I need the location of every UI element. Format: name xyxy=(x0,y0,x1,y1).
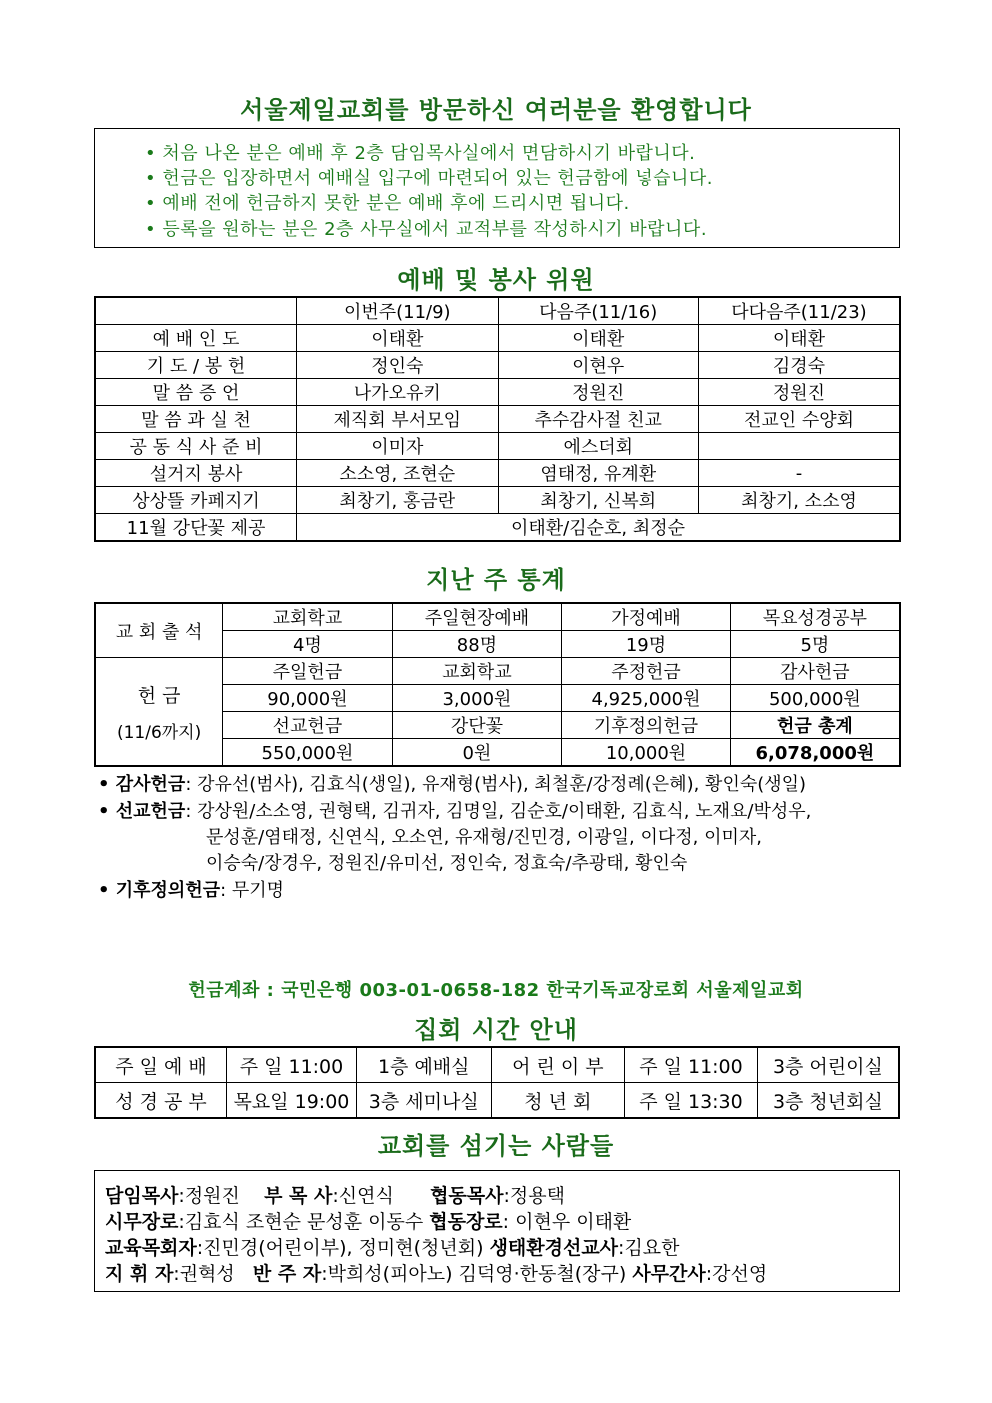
service-cell: 최창기, 소소영 xyxy=(698,487,900,514)
service-cell: 최창기, 신복희 xyxy=(498,487,698,514)
stats-header: 주일헌금 xyxy=(223,658,392,685)
staff-value: :정용택 xyxy=(503,1185,565,1207)
staff-label: 협동장로 xyxy=(429,1211,503,1233)
thanks-value: : 강유선(범사), 김효식(생일), 유재형(범사), 최철훈/강정례(은혜), 황인숙(생일) xyxy=(185,774,807,795)
staff-label: 시무장로 xyxy=(105,1211,179,1233)
service-role: 말 씀 증 언 xyxy=(95,379,297,406)
staff-row xyxy=(105,1181,565,1208)
stats-value: 550,000원 xyxy=(223,739,392,767)
stats-header: 주일현장예배 xyxy=(392,603,562,631)
attendance-label: 교 회 출 석 xyxy=(95,603,223,658)
service-row xyxy=(95,406,900,433)
service-header-cell: 이번주(11/9) xyxy=(297,297,498,325)
stats-value: 10,000원 xyxy=(562,739,731,767)
welcome-line: • 등록을 원하는 분은 2층 사무실에서 교적부를 작성하시기 바랍니다. xyxy=(145,219,708,240)
staff-value: :신연식 xyxy=(332,1185,394,1207)
service-header-cell: 다음주(11/16) xyxy=(498,297,698,325)
service-role: 말 씀 과 실 천 xyxy=(95,406,297,433)
service-cell: 이미자 xyxy=(297,433,498,460)
offering-total-label: 헌금 총계 xyxy=(730,712,900,739)
service-role: 예 배 인 도 xyxy=(95,325,297,352)
stats-header: 주정헌금 xyxy=(562,658,731,685)
meeting-cell: 3층 세미나실 xyxy=(356,1083,491,1119)
stats-header: 선교헌금 xyxy=(223,712,392,739)
offering-total-value: 6,078,000원 xyxy=(730,739,900,767)
staff-label: 교육목회자 xyxy=(105,1237,197,1259)
stats-title: 지난 주 통계 xyxy=(426,566,566,594)
welcome-box xyxy=(94,128,900,248)
service-row xyxy=(95,352,900,379)
staff-box xyxy=(94,1170,900,1292)
mission-line: : 강상원/소소영, 권형택, 김귀자, 김명일, 김순호/이태환, 김효식, 노재요/박성우, xyxy=(185,801,812,822)
staff-value: :권혁성 xyxy=(173,1263,235,1285)
service-cell: 이현우 xyxy=(498,352,698,379)
service-title: 예배 및 봉사 위원 xyxy=(397,266,595,294)
staff-value: :김요한 xyxy=(618,1237,680,1259)
stats-header: 강단꽃 xyxy=(392,712,562,739)
service-cell: 최창기, 홍금란 xyxy=(297,487,498,514)
staff-label: 생태환경선교사 xyxy=(489,1237,619,1259)
service-table xyxy=(94,296,901,542)
staff-label: 반 주 자 xyxy=(252,1263,322,1285)
staff-label: 담임목사 xyxy=(105,1185,179,1207)
meeting-cell: 성 경 공 부 xyxy=(95,1083,227,1119)
service-role: 설거지 봉사 xyxy=(95,460,297,487)
staff-row xyxy=(105,1259,767,1286)
meeting-cell: 주 일 예 배 xyxy=(95,1047,227,1083)
stats-value: 500,000원 xyxy=(730,685,900,712)
offering-period: (11/6까지) xyxy=(116,722,202,743)
service-row xyxy=(95,487,900,514)
staff-value: : 이현우 이태환 xyxy=(502,1211,632,1233)
stats-header: 교회학교 xyxy=(223,603,392,631)
service-role: 공 동 식 사 준 비 xyxy=(95,433,297,460)
service-cell: 정인숙 xyxy=(297,352,498,379)
meeting-cell: 어 린 이 부 xyxy=(491,1047,625,1083)
staff-value: :정원진 xyxy=(178,1185,240,1207)
stats-value: 19명 xyxy=(562,631,731,658)
welcome-title: 서울제일교회를 방문하신 여러분을 환영합니다 xyxy=(240,96,752,124)
meeting-row xyxy=(95,1047,899,1083)
meetings-table xyxy=(94,1046,900,1119)
stats-value: 4명 xyxy=(223,631,392,658)
service-header-cell: 다다음주(11/23) xyxy=(698,297,900,325)
stats-value: 5명 xyxy=(730,631,900,658)
service-cell: 이태환 xyxy=(297,325,498,352)
staff-value: :강선영 xyxy=(705,1263,768,1285)
meeting-cell: 1층 예배실 xyxy=(356,1047,491,1083)
stats-value: 88명 xyxy=(392,631,562,658)
stats-value: 90,000원 xyxy=(223,685,392,712)
service-header-cell xyxy=(95,297,297,325)
meetings-title: 집회 시간 안내 xyxy=(414,1016,578,1044)
staff-row xyxy=(105,1207,631,1234)
stats-header: 감사헌금 xyxy=(730,658,900,685)
meeting-cell: 3층 어린이실 xyxy=(757,1047,899,1083)
offering-label: 헌 금 xyxy=(137,684,181,707)
thanks-label: • 감사헌금 xyxy=(98,774,186,795)
meeting-cell: 주 일 13:30 xyxy=(625,1083,758,1119)
stats-header: 교회학교 xyxy=(392,658,562,685)
climate-label: • 기후정의헌금 xyxy=(98,880,221,901)
stats-table xyxy=(94,602,901,767)
staff-title: 교회를 섬기는 사람들 xyxy=(377,1132,615,1160)
service-cell: 나가오유키 xyxy=(297,379,498,406)
thanks-donors xyxy=(98,770,806,796)
service-row xyxy=(95,379,900,406)
staff-label: 협동목사 xyxy=(430,1185,504,1207)
staff-value: :진민경(어린이부), 정미현(청년회) xyxy=(196,1237,484,1259)
stats-header: 기후정의헌금 xyxy=(562,712,731,739)
service-row xyxy=(95,325,900,352)
mission-donors xyxy=(98,797,811,823)
stats-header: 가정예배 xyxy=(562,603,731,631)
mission-label: • 선교헌금 xyxy=(98,801,186,822)
welcome-line: • 예배 전에 헌금하지 못한 분은 예배 후에 드리시면 됩니다. xyxy=(145,193,630,214)
service-cell: 소소영, 조현순 xyxy=(297,460,498,487)
service-cell: 전교인 수양회 xyxy=(698,406,900,433)
stats-value: 0원 xyxy=(392,739,562,767)
service-flower-row xyxy=(95,514,900,542)
meeting-cell: 3층 청년회실 xyxy=(757,1083,899,1119)
climate-value: : 무기명 xyxy=(220,880,285,901)
staff-label: 부 목 사 xyxy=(264,1185,333,1207)
flower-value: 이태환/김순호, 최정순 xyxy=(297,514,900,542)
service-role: 기 도 / 봉 헌 xyxy=(95,352,297,379)
meeting-cell: 목요일 19:00 xyxy=(227,1083,357,1119)
service-cell: 염태정, 유계환 xyxy=(498,460,698,487)
service-cell: - xyxy=(698,460,900,487)
flower-label: 11월 강단꽃 제공 xyxy=(95,514,297,542)
staff-label: 사무간사 xyxy=(632,1263,706,1285)
staff-value: :박희성(피아노) 김덕영·한동철(장구) xyxy=(321,1263,627,1285)
staff-value: :김효식 조현순 문성훈 이동수 xyxy=(178,1211,424,1233)
mission-line: 이승숙/장경우, 정원진/유미선, 정인숙, 정효숙/추광태, 황인숙 xyxy=(206,853,688,874)
service-header-row xyxy=(95,297,900,325)
stats-header: 목요성경공부 xyxy=(730,603,900,631)
service-cell: 정원진 xyxy=(498,379,698,406)
service-role: 상상뜰 카페지기 xyxy=(95,487,297,514)
service-row xyxy=(95,460,900,487)
offering-account: 헌금계좌 : 국민은행 003-01-0658-182 한국기독교장로회 서울제일교회 xyxy=(188,980,804,1001)
stats-value: 4,925,000원 xyxy=(562,685,731,712)
service-cell: 김경숙 xyxy=(698,352,900,379)
service-cell: 추수감사절 친교 xyxy=(498,406,698,433)
meeting-cell: 주 일 11:00 xyxy=(227,1047,357,1083)
welcome-line: • 처음 나온 분은 예배 후 2층 담임목사실에서 면담하시기 바랍니다. xyxy=(145,143,696,164)
meeting-cell: 주 일 11:00 xyxy=(625,1047,758,1083)
service-cell: 이태환 xyxy=(698,325,900,352)
service-cell: 정원진 xyxy=(698,379,900,406)
service-cell: 이태환 xyxy=(498,325,698,352)
offering-label-cell xyxy=(95,658,223,767)
staff-label: 지 휘 자 xyxy=(105,1263,174,1285)
service-cell: 제직회 부서모임 xyxy=(297,406,498,433)
mission-line: 문성훈/염태정, 신연식, 오소연, 유재형/진민경, 이광일, 이다정, 이미자, xyxy=(206,827,762,848)
meeting-cell: 청 년 회 xyxy=(491,1083,625,1119)
climate-donors xyxy=(98,876,284,902)
service-cell: 에스더회 xyxy=(498,433,698,460)
meeting-row xyxy=(95,1083,899,1119)
service-row xyxy=(95,433,900,460)
stats-value: 3,000원 xyxy=(392,685,562,712)
service-cell xyxy=(698,433,900,460)
staff-row xyxy=(105,1233,680,1260)
welcome-line: • 헌금은 입장하면서 예배실 입구에 마련되어 있는 헌금함에 넣습니다. xyxy=(145,168,713,189)
